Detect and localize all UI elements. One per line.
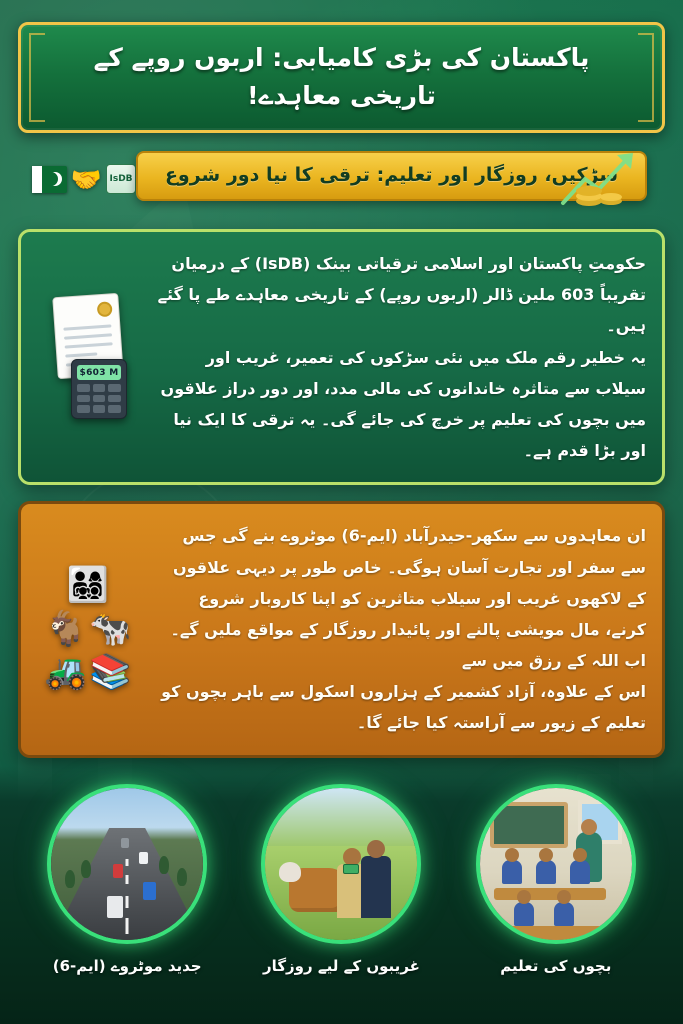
thumbnail-motorway (43, 784, 211, 977)
thumbnail-livelihood-caption: غریبوں کے لیے روزگار (263, 957, 420, 975)
family-icon: 👨‍👩‍👧‍👦 (66, 565, 110, 606)
document-calculator-art (33, 248, 143, 466)
benefits-card (18, 501, 665, 757)
agreement-paragraph-2: یہ خطیر رقم ملک میں نئی سڑکوں کی تعمیر، غریب اور سیلاب سے متاثرہ خاندانوں کی مالی مدد، اور دور دراز علاقوں میں بچوں کی تعلیم پر خرچ کی جائے گی۔ یہ ترقی کا ایک نیا اور بڑا قدم ہے۔ (160, 347, 646, 461)
poster-header (0, 0, 683, 213)
thumbnail-education-image (476, 784, 636, 944)
coins-growth-icon (559, 149, 639, 209)
thumbnail-education (472, 784, 640, 977)
thumbnail-row (0, 766, 683, 977)
thumbnail-motorway-image (47, 784, 207, 944)
handshake-icon: 🤝 (70, 164, 103, 194)
cow-icon: 🐄 (89, 608, 132, 649)
tractor-icon: 🚜 (44, 652, 87, 693)
page-title: پاکستان کی بڑی کامیابی: اربوں روپے کے تاریخی معاہدے! (93, 43, 590, 110)
livestock-art (44, 608, 132, 649)
amount-display: $603 M (77, 365, 121, 380)
agreement-paragraph-1: حکومتِ پاکستان اور اسلامی ترقیاتی بینک (IsDB) کے درمیان تقریباً 603 ملین ڈالر (اربوں روپے) کے تاریخی معاہدے طے پا گئے ہیں۔ (157, 254, 646, 336)
books-icon: 📚 (89, 652, 132, 693)
thumbnail-education-caption: بچوں کی تعلیم (500, 957, 612, 975)
flag-handshake-art (32, 153, 136, 205)
goat-icon: 🐐 (44, 608, 87, 649)
title-banner (18, 22, 665, 133)
thumbnail-livelihood-image (261, 784, 421, 944)
benefits-art (33, 520, 143, 738)
isdb-logo: IsDB (106, 164, 136, 194)
benefits-text (153, 520, 646, 738)
subtitle-row (18, 147, 665, 213)
pakistan-flag-icon (32, 166, 67, 193)
calculator-icon (71, 359, 127, 419)
page-subtitle: سڑکیں، روزگار اور تعلیم: ترقی کا نیا دور شروع (164, 164, 619, 186)
agreement-summary-text (153, 248, 646, 466)
thumbnails-section (0, 766, 683, 1024)
farming-education-art (45, 654, 132, 691)
agreement-summary-card (18, 229, 665, 485)
benefits-paragraph-1: ان معاہدوں سے سکھر-حیدرآباد (ایم-6) موٹروے بنے گی جس سے سفر اور تجارت آسان ہوگی۔ خاص طور پر دیہی علاقوں کے لاکھوں غریب اور سیلاب متاثرین کو اپنا کاروبار شروع کرنے، مال مویشی پالنے اور پائیدار روزگار کے مواقع ملیں گے۔ اب اللہ کے رزق میں سے (170, 526, 646, 671)
thumbnail-livelihood (257, 784, 425, 977)
thumbnail-motorway-caption: جدید موٹروے (ایم-6) (52, 957, 202, 975)
benefits-paragraph-2: اس کے علاوہ، آزاد کشمیر کے ہزاروں اسکول سے باہر بچوں کو تعلیم کے زیور سے آراستہ کیا جائے گا۔ (161, 682, 646, 733)
